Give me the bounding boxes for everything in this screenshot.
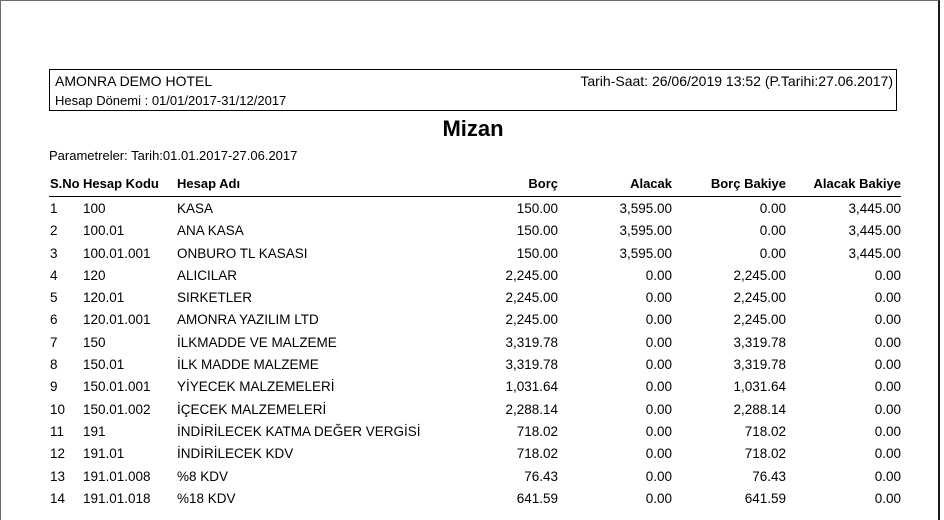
row-alacak: 0.00: [645, 423, 672, 439]
report-datetime: Tarih-Saat: 26/06/2019 13:52 (P.Tarihi:27.06.2017): [580, 73, 893, 89]
row-alacak: 3,595.00: [619, 223, 672, 239]
row-code: 120.01: [83, 290, 125, 306]
table-row: [49, 223, 901, 245]
row-alacak: 0.00: [645, 490, 672, 506]
row-name: ONBURO TL KASASI: [177, 245, 308, 261]
row-borc-bakiye: 3,319.78: [733, 357, 786, 373]
row-no: 7: [50, 334, 58, 350]
row-borc-bakiye: 0.00: [759, 223, 786, 239]
row-no: 14: [50, 490, 66, 506]
row-alacak: 0.00: [645, 446, 672, 462]
row-borc-bakiye: 76.43: [752, 468, 786, 484]
row-borc-bakiye: 718.02: [744, 446, 786, 462]
row-alacak: 0.00: [645, 401, 672, 417]
row-alacak: 0.00: [645, 357, 672, 373]
row-borc-bakiye: 2,245.00: [733, 267, 786, 283]
row-borc: 150.00: [516, 245, 558, 261]
row-borc: 150.00: [516, 223, 558, 239]
table-body: [49, 201, 901, 513]
row-name: AMONRA YAZILIM LTD: [177, 312, 319, 328]
row-borc-bakiye: 0.00: [759, 245, 786, 261]
col-header-borc-bakiye: Borç Bakiye: [710, 176, 786, 191]
table-row: [49, 446, 901, 468]
row-borc: 718.02: [516, 446, 558, 462]
row-alacak: 0.00: [645, 290, 672, 306]
row-borc-bakiye: 2,288.14: [733, 401, 786, 417]
row-alacak: 0.00: [645, 267, 672, 283]
row-name: ALICILAR: [177, 267, 238, 283]
row-alacak: 3,595.00: [619, 201, 672, 216]
table-row: [49, 424, 901, 446]
report-parameters: Parametreler: Tarih:01.01.2017-27.06.2017: [49, 148, 298, 163]
row-no: 2: [50, 223, 58, 239]
report-title: Mizan: [442, 116, 504, 141]
table-row: [49, 402, 901, 424]
row-name: İNDİRİLECEK KATMA DEĞER VERGİSİ: [177, 423, 421, 439]
row-name: %8 KDV: [177, 468, 229, 484]
col-header-name: Hesap Adı: [177, 176, 241, 191]
row-code: 191.01.018: [83, 490, 151, 506]
row-borc: 718.02: [516, 423, 558, 439]
row-no: 4: [50, 267, 58, 283]
row-name: YİYECEK MALZEMELERİ: [177, 379, 335, 395]
col-header-alacak-bakiye: Alacak Bakiye: [813, 176, 901, 191]
row-alacak-bakiye: 0.00: [874, 290, 901, 306]
row-alacak: 3,595.00: [619, 245, 672, 261]
row-code: 120: [83, 267, 106, 283]
row-alacak-bakiye: 0.00: [874, 423, 901, 439]
table-row: [49, 201, 901, 223]
col-header-code: Hesap Kodu: [83, 176, 159, 191]
row-code: 191.01.008: [83, 468, 151, 484]
table-row: [49, 246, 901, 268]
row-alacak-bakiye: 0.00: [874, 312, 901, 328]
row-alacak-bakiye: 0.00: [874, 357, 901, 373]
table-row: [49, 469, 901, 491]
row-code: 191: [83, 423, 106, 439]
row-code: 100: [83, 201, 106, 216]
row-borc: 2,288.14: [505, 401, 558, 417]
table-row: [49, 491, 901, 513]
table-row: [49, 312, 901, 334]
hotel-name: AMONRA DEMO HOTEL: [55, 73, 213, 89]
row-no: 12: [50, 446, 66, 462]
row-no: 13: [50, 468, 66, 484]
report-header-box: [49, 69, 897, 111]
row-borc-bakiye: 718.02: [744, 423, 786, 439]
row-alacak-bakiye: 0.00: [874, 490, 901, 506]
row-borc: 150.00: [516, 201, 558, 216]
row-no: 5: [50, 290, 58, 306]
row-no: 11: [50, 423, 65, 439]
row-borc: 1,031.64: [505, 379, 558, 395]
row-no: 9: [50, 379, 58, 395]
row-name: İÇECEK MALZEMELERİ: [177, 401, 327, 417]
col-header-borc: Borç: [528, 176, 558, 191]
row-name: İLK MADDE MALZEME: [177, 357, 319, 373]
row-alacak-bakiye: 0.00: [874, 446, 901, 462]
table-row: [49, 268, 901, 290]
row-alacak-bakiye: 3,445.00: [848, 245, 901, 261]
row-name: %18 KDV: [177, 490, 236, 506]
row-code: 120.01.001: [83, 312, 151, 328]
col-header-no: S.No: [50, 176, 80, 191]
row-alacak-bakiye: 3,445.00: [848, 223, 901, 239]
row-alacak: 0.00: [645, 334, 672, 350]
row-no: 6: [50, 312, 58, 328]
row-no: 8: [50, 357, 58, 373]
row-alacak-bakiye: 3,445.00: [848, 201, 901, 216]
row-alacak-bakiye: 0.00: [874, 267, 901, 283]
row-code: 191.01: [83, 446, 125, 462]
row-name: KASA: [177, 201, 214, 216]
row-borc-bakiye: 1,031.64: [733, 379, 786, 395]
row-no: 1: [50, 201, 58, 216]
row-borc-bakiye: 641.59: [744, 490, 786, 506]
row-borc-bakiye: 2,245.00: [733, 312, 786, 328]
row-code: 150.01: [83, 357, 125, 373]
row-code: 150.01.001: [83, 379, 151, 395]
row-alacak-bakiye: 0.00: [874, 468, 901, 484]
row-borc: 2,245.00: [505, 312, 558, 328]
table-row: [49, 379, 901, 401]
table-row: [49, 335, 901, 357]
row-borc: 3,319.78: [505, 334, 558, 350]
row-no: 3: [50, 245, 58, 261]
row-borc: 2,245.00: [505, 267, 558, 283]
row-code: 150.01.002: [83, 401, 151, 417]
account-period: Hesap Dönemi : 01/01/2017-31/12/2017: [55, 93, 287, 108]
row-alacak: 0.00: [645, 468, 672, 484]
row-alacak-bakiye: 0.00: [874, 379, 901, 395]
row-code: 100.01: [83, 223, 125, 239]
table-row: [49, 357, 901, 379]
row-borc: 3,319.78: [505, 357, 558, 373]
row-no: 10: [50, 401, 66, 417]
row-alacak: 0.00: [645, 379, 672, 395]
row-borc: 76.43: [524, 468, 558, 484]
row-code: 150: [83, 334, 106, 350]
row-name: SIRKETLER: [177, 290, 253, 306]
row-alacak-bakiye: 0.00: [874, 334, 901, 350]
table-row: [49, 290, 901, 312]
row-borc: 641.59: [516, 490, 558, 506]
table-header: [49, 176, 901, 197]
row-borc-bakiye: 2,245.00: [733, 290, 786, 306]
row-alacak: 0.00: [645, 312, 672, 328]
row-name: İLKMADDE VE MALZEME: [177, 334, 337, 350]
col-header-alacak: Alacak: [630, 176, 672, 191]
row-borc: 2,245.00: [505, 290, 558, 306]
row-name: ANA KASA: [177, 223, 244, 239]
row-code: 100.01.001: [83, 245, 151, 261]
row-name: İNDİRİLECEK KDV: [177, 446, 294, 462]
row-borc-bakiye: 3,319.78: [733, 334, 786, 350]
row-borc-bakiye: 0.00: [759, 201, 786, 216]
row-alacak-bakiye: 0.00: [874, 401, 901, 417]
